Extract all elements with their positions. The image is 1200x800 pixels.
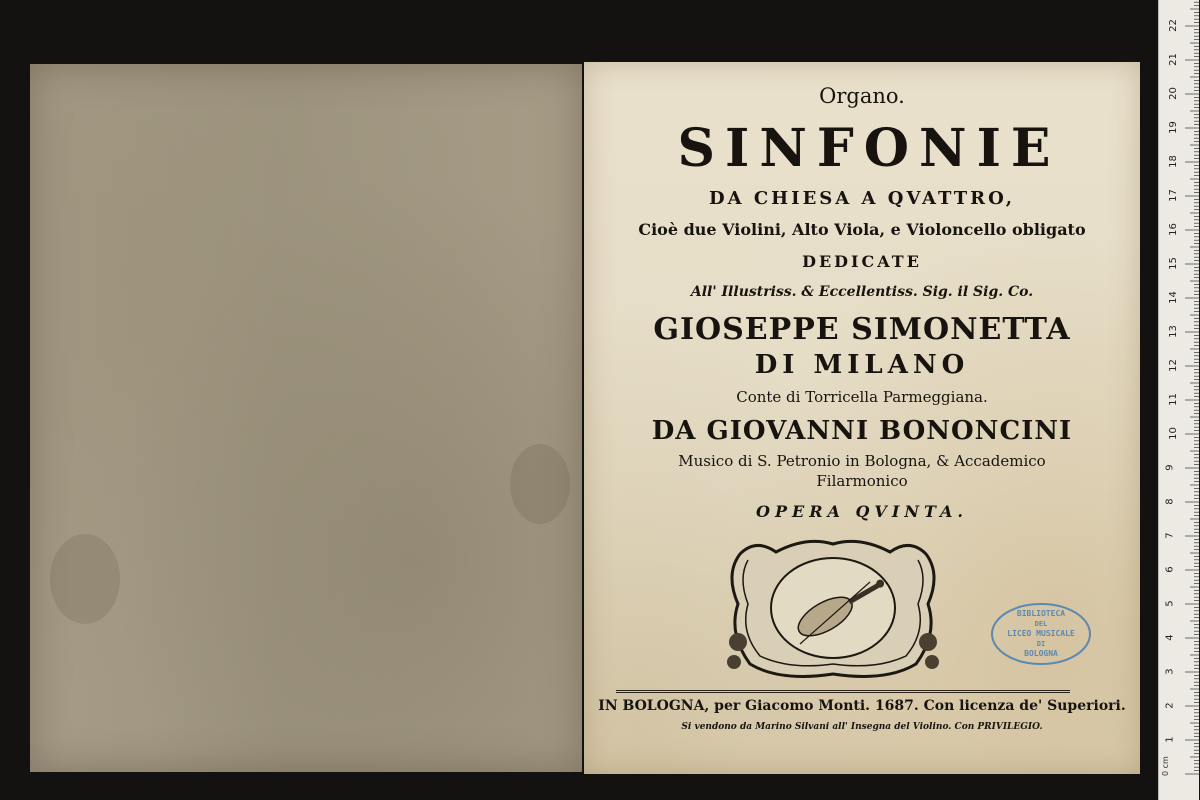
title-page	[584, 62, 1140, 774]
instrumentation: Cioè due Violini, Alto Viola, e Violoncello obligato	[638, 220, 1086, 239]
ruler-number: 20	[1167, 87, 1179, 100]
stamp-line: BIBLIOTECA	[1016, 609, 1066, 618]
ruler-number: 5	[1164, 600, 1176, 607]
composer-title-cont: Filarmonico	[816, 472, 908, 490]
part-label: Organo.	[819, 84, 905, 108]
stamp-line: BOLOGNA	[1024, 649, 1058, 658]
ruler-number: 14	[1167, 291, 1179, 304]
printer-emblem-violin	[720, 534, 946, 686]
ruler-number: 7	[1164, 532, 1176, 539]
ruler-number: 11	[1167, 393, 1179, 406]
ruler-unit-label: 0 cm	[1161, 756, 1170, 776]
work-title: SINFONIE	[677, 118, 1061, 179]
ruler-number: 10	[1167, 427, 1179, 440]
water-stain	[510, 444, 570, 524]
ruler-number: 13	[1167, 325, 1179, 338]
dedicatee-name: GIOSEPPE SIMONETTA	[653, 312, 1071, 347]
stamp-line: DI	[1036, 640, 1046, 648]
dedicatee-title: Conte di Torricella Parmeggiana.	[736, 388, 988, 406]
ruler-ticks	[1159, 0, 1199, 800]
blank-left-page	[30, 64, 582, 772]
ruler-number: 22	[1167, 19, 1179, 32]
dedication-line: All' Illustriss. & Eccellentiss. Sig. il Sig. Co.	[690, 284, 1034, 300]
work-subtitle: DA CHIESA A QVATTRO,	[708, 188, 1015, 209]
ruler-number: 19	[1167, 121, 1179, 134]
ruler-number: 18	[1167, 155, 1179, 168]
ruler-number: 1	[1164, 736, 1176, 743]
ruler-number: 12	[1167, 359, 1179, 372]
composer-name: DA GIOVANNI BONONCINI	[651, 416, 1073, 446]
stamp-line: LICEO MUSICALE	[1007, 629, 1075, 638]
imprint-rule	[616, 690, 1070, 693]
ruler-number: 6	[1164, 566, 1176, 573]
ruler-number: 8	[1164, 498, 1176, 505]
ruler-number: 16	[1167, 223, 1179, 236]
measurement-ruler	[1158, 0, 1199, 800]
composer-title: Musico di S. Petronio in Bologna, & Accademico	[678, 452, 1046, 470]
stamp-line: DEL	[1034, 620, 1048, 628]
library-stamp	[990, 602, 1092, 666]
dedicatee-city: DI MILANO	[754, 350, 970, 380]
ruler-number: 2	[1164, 702, 1176, 709]
seller-line: Si vendono da Marino Silvani all' Insegna del Violino. Con PRIVILEGIO.	[681, 722, 1043, 732]
ruler-number: 9	[1164, 464, 1176, 471]
ruler-number: 21	[1167, 53, 1179, 66]
opus-number: OPERA QVINTA.	[756, 502, 968, 521]
dedicate-heading: DEDICATE	[802, 252, 922, 271]
ruler-number: 15	[1167, 257, 1179, 270]
ruler-number: 17	[1167, 189, 1179, 202]
water-stain	[50, 534, 120, 624]
ruler-number: 3	[1164, 668, 1176, 675]
imprint: IN BOLOGNA, per Giacomo Monti. 1687. Con licenza de' Superiori.	[598, 698, 1126, 714]
ruler-number: 4	[1164, 634, 1176, 641]
